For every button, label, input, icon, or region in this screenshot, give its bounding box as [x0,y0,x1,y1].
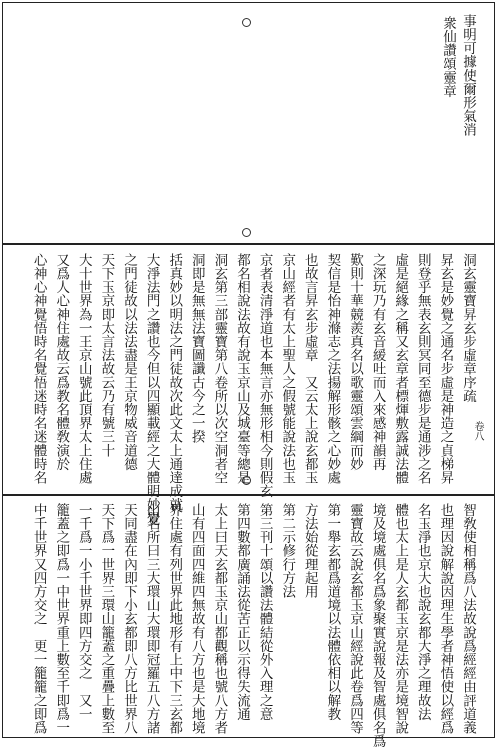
text-column: 京山經者有太上聖人之假號能說法也玉 [279,253,296,485]
text-column: 洞玄第三部靈寶第八卷所以次空洞者空 [211,253,228,485]
text-column: 則登乎無表玄則冥同至德步是通涉之名 [414,253,431,485]
text-column: 天同盡在內即下小玄都即八方比世界八 [121,503,137,735]
text-column: 籠蓋之即爲一中世界重上數至千即爲一 [53,503,70,735]
text-column: 太上曰天玄都玉京山都觀稱也號八方者 [211,503,228,735]
text-column: 虛是絕緣之稱又玄章者標煇敷露誠法體 [392,253,409,485]
chapter-subtitle: 衆仙讚頌靈章 [440,16,456,98]
text-column: 歎則十華競羨真名以歌靈頌雲綱而妙 [347,253,363,471]
top-panel [2,2,495,244]
text-column: 之門徒故以法法盡是王京物威音道德 [121,253,137,471]
text-column: 之深玩乃有玄音緩吐而入來感神韻再 [369,253,386,471]
text-column: 心神心神覺悟時名覺悟迷時名迷體時名 [30,253,47,485]
text-column: 括真妙以明法之門徒故次此文太上通達成就 [166,253,183,512]
binding-hole [242,228,251,237]
text-column: 山有四面四維四無故有八方也是大地境 [188,503,205,735]
text-column: 第三刊十頌以讚法體結從外入理之意 [256,503,273,721]
text-column: 京者表清淨道也本無言亦無形相今則假玄 [256,253,273,498]
text-column: 界住處有列世界此地形有上中下三玄都 [166,503,183,735]
text-column: 方法始從理起用 [301,503,318,599]
text-column: 第四數都廣誦法從苦正以示得失流通 [234,503,250,721]
text-column: 智敎使相稱爲八法故說爲經經由評道義 [460,503,476,735]
text-column: 天下爲一世界三環山籠蓋之重疊上數至 [98,503,115,735]
text-column: 也理因說解說因理生學者神悟使以經爲 [437,503,454,735]
text-column: 境及境處俱名爲象聚實說報及智處俱名爲 [369,503,386,748]
page-title: 事明可據使爾形氣消 [460,14,476,137]
text-column: 第一舉玄都爲道境以法體依相以解教 [324,503,341,721]
text-column: 洞即是無無法寶圖讖古今之一揆 [188,253,205,444]
text-column: 昇玄是妙覺之通名步虛是神造之貞梯昇 [437,253,454,485]
text-column: 又爲人心神住處故云爲教名體敎演於 [53,253,70,471]
text-column: 洞玄靈寶昇玄步虛章序疏 [460,253,476,403]
text-column: 體也太上是人玄都玉京是法亦是境智說 [392,503,409,735]
text-column: 山名所曰三大環山大環即冠羅五八方諸 [143,503,160,735]
text-column: 第二示修行方法 [279,503,296,599]
text-column: 大十世界為一王京山號此頂界太上住處 [75,253,92,485]
binding-hole [242,18,251,27]
text-column: 大淨法門之讚也今但以四顯載經之大體明妙覺 [143,253,160,525]
text-column: 中千世界又四方交之 更一籠籠之即爲 [30,503,47,735]
volume-marker: 卷八 [472,421,483,442]
text-column: 也故言昇玄步虛章 又云太上說玄都玉 [301,253,318,485]
text-column: 都名相說法故有說玉京山及城臺等總是 [234,253,250,485]
text-column: 靈寶故云說玄都玉京山經說此卷爲四等 [347,503,363,735]
text-column: 天下玉京即太言法故云乃有號三十 [98,253,115,457]
text-column: 契信是怡神滌志之法揚解形骸之心妙處 [324,253,341,485]
text-column: 名玉淨也京大也說玄都大淨之理故法 [414,503,431,721]
text-column: 一千爲一小千世界即四方交之 又一 [75,503,92,721]
